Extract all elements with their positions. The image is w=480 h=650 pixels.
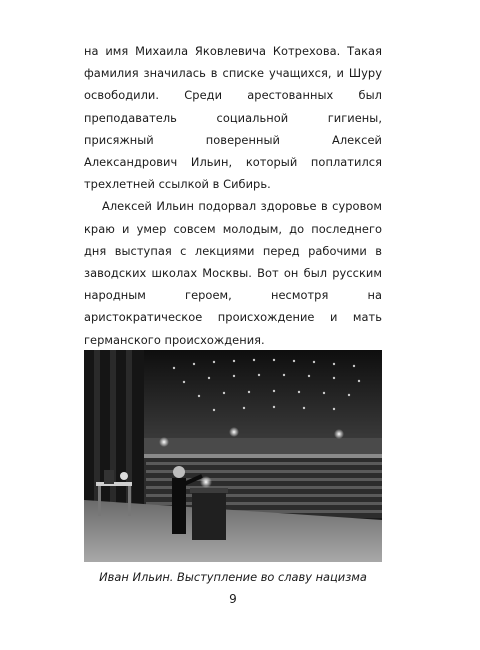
paragraph-2: Алексей Ильин подорвал здоровье в суровом краю и умер совсем молодым, до последнего дня выступая с лекциями перед рабочими в заводских школах Москвы. Вот он был русским народным героем, несмотря на аристократическое происхождение и мать германского происхождения. bbox=[84, 199, 382, 347]
page-number: 9 bbox=[229, 592, 237, 606]
figure-caption: Иван Ильин. Выступление во славу нацизма bbox=[99, 570, 367, 584]
lecture-hall-photo bbox=[84, 350, 382, 562]
paragraph-1: на имя Михаила Яковлевича Котрехова. Такая фамилия значилась в списке учащихся, и Шуру освободили. Среди арестованных был преподаватель социальной гигиены, присяжный поверенный Алексей Александрович Ильин, который поплатился трехлетней ссылкой в Сибирь. bbox=[84, 44, 382, 192]
